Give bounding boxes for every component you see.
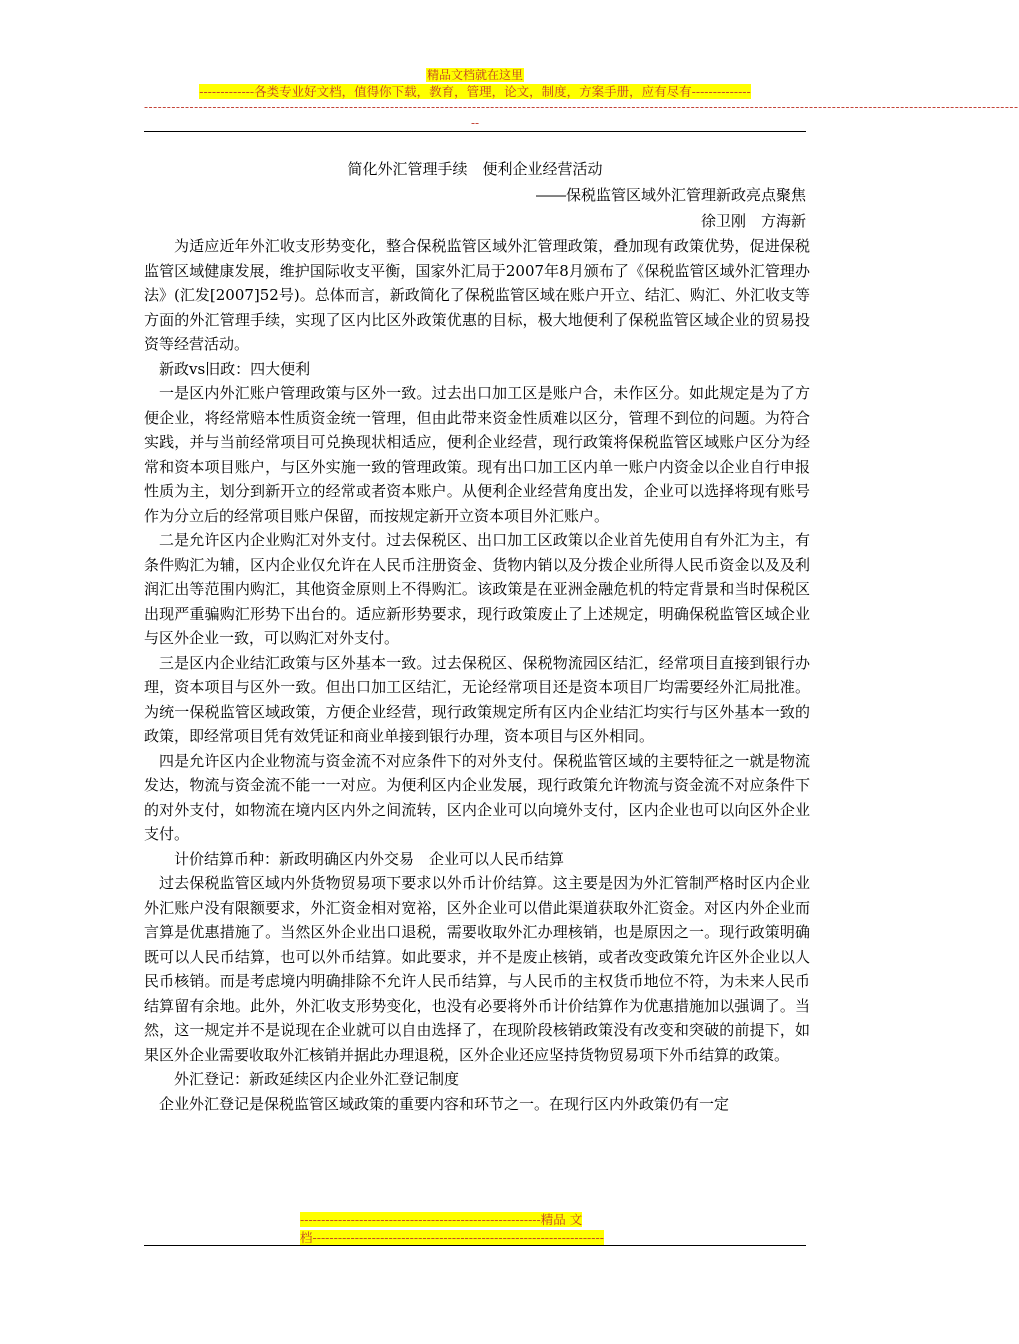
paragraph-point-3: 三是区内企业结汇政策与区外基本一致。过去保税区、保税物流园区结汇，经常项目直接到银行办理，资本项目与区外一致。但出口加工区结汇，无论经常项目还是资本项目厂均需要经外汇局批准。为统一保税监管区域政策，方便企业经营，现行政策规定所有区内企业结汇均实行与区外基本一致的政策，即经常项目凭有效凭证和商业单接到银行办理，资本项目与区外相同。 xyxy=(144,653,810,745)
paragraph-intro: 为适应近年外汇收支形势变化，整合保税监管区域外汇管理政策，叠加现有政策优势，促进保税监管区域健康发展，维护国际收支平衡，国家外汇局于2007年8月颁布了《保税监管区域外汇管理办法》(汇发[2007]52号)。总体而言，新政简化了保税监管区域在账户开立、结汇、购汇、外汇收支等方面的外汇管理手续，实现了区内比区外政策优惠的目标，极大地便利了保税监管区域企业的贸易投资等经营活动。 xyxy=(144,237,810,353)
header-banner-tagline: -------------各类专业好文档，值得你下载，教育，管理，论文，制度，方案手册，应有尽有-------------- xyxy=(199,84,751,99)
header-banner-title: 精品文档就在这里 xyxy=(426,68,523,82)
header-divider xyxy=(144,131,806,132)
article-subtitle: ――保税监管区域外汇管理新政亮点聚焦 xyxy=(535,186,806,204)
article-title: 简化外汇管理手续 便利企业经营活动 xyxy=(347,160,603,178)
article-authors: 徐卫刚 方海新 xyxy=(700,212,806,230)
section-heading-benefits: 新政vs旧政：四大便利 xyxy=(159,359,311,378)
paragraph-point-2: 二是允许区内企业购汇对外支付。过去保税区、出口加工区政策以企业首先使用自有外汇为主，有条件购汇为辅，区内企业仅允许在人民币注册资金、货物内销以及分拨企业所得人民币资金以及及利润汇出等范围内购汇，其他资金原则上不得购汇。该政策是在亚洲金融危机的特定背景和当时保税区出现严重骗购汇形势下出台的。适应新形势要求，现行政策废止了上述规定，明确保税监管区域企业与区外企业一致，可以购汇对外支付。 xyxy=(144,531,810,647)
paragraph-point-4: 四是允许区内企业物流与资金流不对应条件下的对外支付。保税监管区域的主要特征之一就是物流发达，物流与资金流不能一一对应。为便利区内企业发展，现行政策允许物流与资金流不对应条件下的对外支付，如物流在境内区内外之间流转，区内企业可以向境外支付，区内企业也可以向区外企业支付。 xyxy=(144,751,810,843)
paragraph-point-1: 一是区内外汇账户管理政策与区外一致。过去出口加工区是账户合，未作区分。如此规定是为了方便企业，将经常赔本性质资金统一管理，但由此带来资金性质难以区分，管理不到位的问题。为符合实践，并与当前经常项目可兑换现状相适应，便利企业经营，现行政策将保税监管区域账户区分为经常和资本项目账户，与区外实施一致的管理政策。现有出口加工区内单一账户内资金以企业自行申报性质为主，划分到新开立的经常或者资本账户。从便利企业经营角度出发，企业可以选择将现有账号作为分立后的经常项目账户保留，而按规定新开立资本项目外汇账户。 xyxy=(144,384,810,525)
footer-divider xyxy=(144,1245,806,1246)
paragraph-currency: 过去保税监管区域内外货物贸易项下要求以外币计价结算。这主要是因为外汇管制严格时区内企业外汇账户没有限额要求，外汇资金相对宽裕，区外企业可以借此渠道获取外汇资金。对区内外企业而言算是优惠措施了。当然区外企业出口退税，需要收取外汇办理核销，也是原因之一。现行政策明确既可以人民币结算，也可以外币结算。如此要求，并不是废止核销，或者改变政策允许区外企业以人民币核销。而是考虑境内明确排除不允许人民币结算，与人民币的主权货币地位不符，为未来人民币结算留有余地。此外，外汇收支形势变化，也没有必要将外币计价结算作为优惠措施加以强调了。当然，这一规定并不是说现在企业就可以自由选择了，在现阶段核销政策没有改变和突破的前提下，如果区外企业需要收取外汇核销并据此办理退税，区外企业还应坚持货物贸易项下外币结算的政策。 xyxy=(144,874,810,1064)
header-dash-tail: -- xyxy=(470,116,480,130)
footer-banner-line1: ---------------------------------------------------------精品 文 xyxy=(300,1212,583,1227)
section-heading-registration: 外汇登记：新政延续区内企业外汇登记制度 xyxy=(174,1070,460,1088)
section-heading-currency: 计价结算币种：新政明确区内外交易 企业可以人民币结算 xyxy=(174,849,565,868)
paragraph-registration: 企业外汇登记是保税监管区域政策的重要内容和环节之一。在现行区内外政策仍有一定 xyxy=(159,1094,730,1113)
footer-banner-line2: 档--------------------------------------------------------------------- xyxy=(300,1230,604,1245)
article-body xyxy=(144,234,810,1116)
header-dash-line: ------------------------------------------------------------------------------------------------------------------------------------------------------------------------------------------------ xyxy=(144,100,1019,114)
